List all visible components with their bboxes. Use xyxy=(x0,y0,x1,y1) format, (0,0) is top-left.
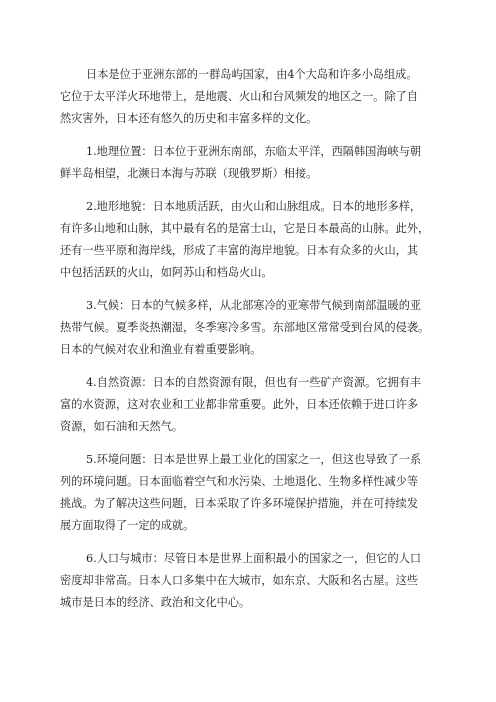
paragraph-line: 热带气候。夏季炎热潮湿，冬季寒冷多雪。东部地区常常受到台风的侵袭。 xyxy=(60,321,430,334)
paragraph-line: 富的水资源，这对农业和工业都非常重要。此外，日本还依赖于进口许多 xyxy=(60,398,419,411)
paragraph-line: 日本的气候对农业和渔业有着重要影响。 xyxy=(60,343,262,356)
paragraph-line: 密度却非常高。日本人口多集中在大城市，如东京、大阪和名古屋。这些 xyxy=(60,574,419,587)
paragraph-line: 中包括活跃的火山，如阿苏山和档岛火山。 xyxy=(60,266,273,279)
paragraph-line: 4.自然资源：日本的自然资源有限，但也有一些矿产资源。它拥有丰 xyxy=(86,376,422,389)
paragraph-line: 挑战。为了解决这些问题，日本采取了许多环境保护措施，并在可持续发 xyxy=(60,497,419,510)
paragraph-line: 资源，如石油和天然气。 xyxy=(60,420,184,433)
paragraph-line: 1.地理位置：日本位于亚洲东南部，东临太平洋，西隔韩国海峡与朝 xyxy=(86,145,422,158)
paragraph-line: 展方面取得了一定的成就。 xyxy=(60,519,195,532)
paragraph-line: 它位于太平洋火环地带上，是地震、火山和台风频发的地区之一。除了自 xyxy=(60,90,419,103)
paragraph-line: 城市是日本的经济、政治和文化中心。 xyxy=(60,596,251,609)
paragraph-environment xyxy=(60,449,440,537)
paragraph-population xyxy=(60,548,440,614)
paragraph-line: 3.气候：日本的气候多样，从北部寒冷的亚寒带气候到南部温暖的亚 xyxy=(86,299,422,312)
paragraph-line: 然灾害外，日本还有悠久的历史和丰富多样的文化。 xyxy=(60,112,318,125)
paragraph-line: 鲜半岛相望，北濒日本海与苏联（现俄罗斯）相接。 xyxy=(60,167,318,180)
paragraph-terrain xyxy=(60,196,440,284)
paragraph-geography xyxy=(60,141,440,185)
paragraph-resources xyxy=(60,372,440,438)
paragraph-line: 6.人口与城市：尽管日本是世界上面积最小的国家之一，但它的人口 xyxy=(86,552,422,565)
paragraph-line: 还有一些平原和海岸线，形成了丰富的海岸地貌。日本有众多的火山，其 xyxy=(60,244,419,257)
paragraph-line: 2.地形地貌：日本地质活跃，由火山和山脉组成。日本的地形多样， xyxy=(86,200,422,213)
paragraph-line: 有许多山地和山脉，其中最有名的是富士山，它是日本最高的山脉。此外， xyxy=(60,222,430,235)
paragraph-line: 日本是位于亚洲东部的一群岛屿国家，由4个大岛和许多小岛组成。 xyxy=(86,68,418,81)
paragraph-line: 5.环境问题：日本是世界上最工业化的国家之一，但这也导致了一系 xyxy=(86,453,422,466)
paragraph-line: 列的环境问题。日本面临着空气和水污染、土地退化、生物多样性减少等 xyxy=(60,475,419,488)
paragraph-climate xyxy=(60,295,440,361)
paragraph-intro xyxy=(60,64,440,130)
